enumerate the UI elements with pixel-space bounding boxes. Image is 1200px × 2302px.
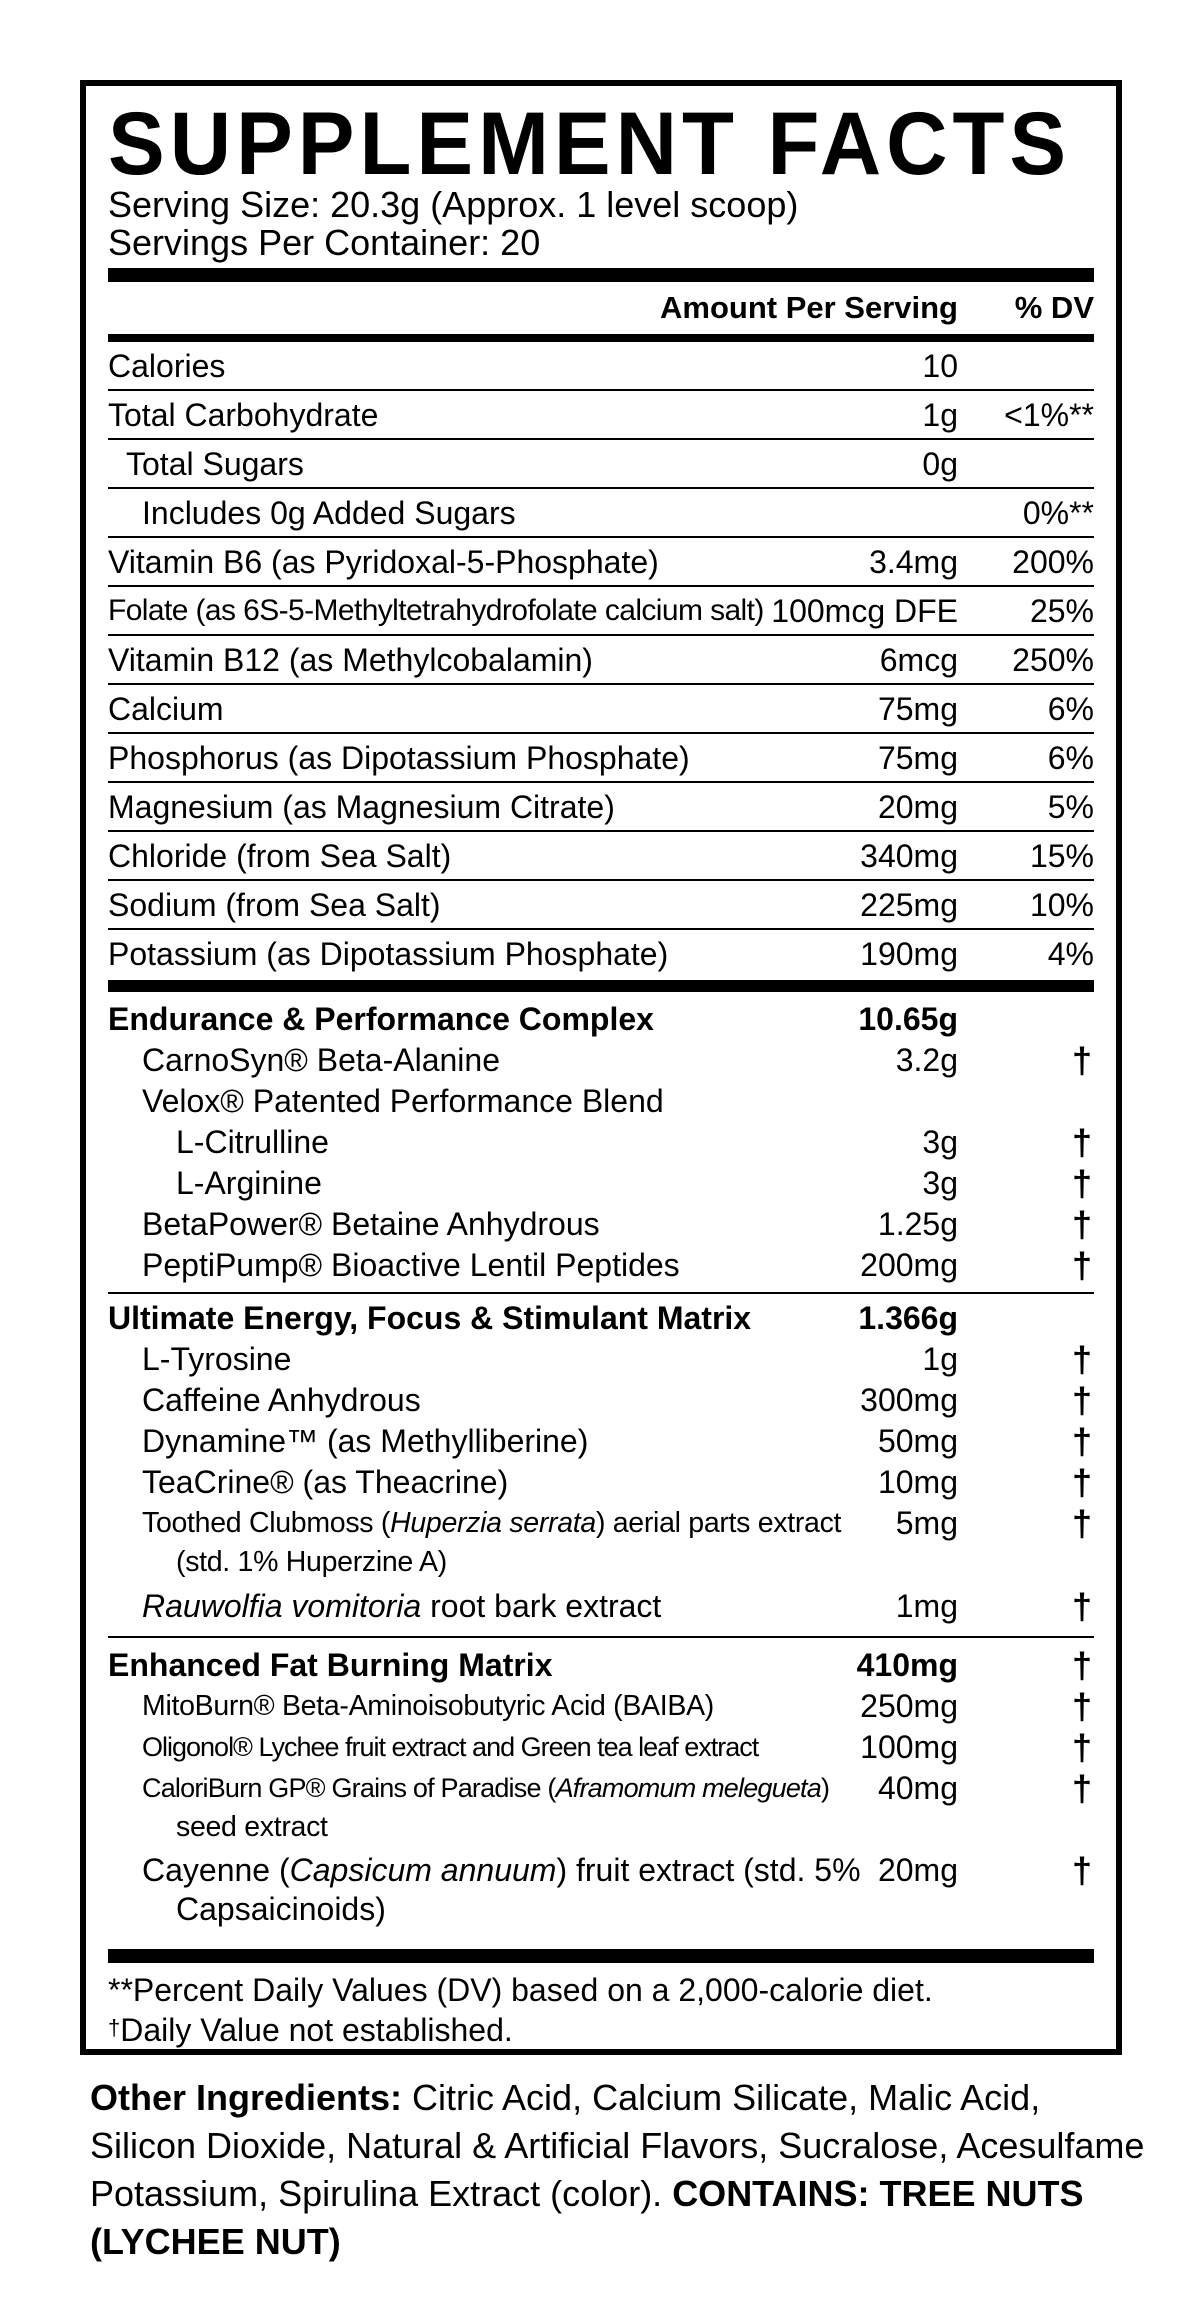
nutrient-row: [108, 685, 1094, 734]
nutrient-name: Includes 0g Added Sugars: [142, 495, 516, 531]
ingredient-amount: 40mg: [877, 1770, 958, 1806]
latin-name: Rauwolfia vomitoria: [142, 1588, 422, 1624]
nutrient-name: Vitamin B6 (as Pyridoxal-5-Phosphate): [108, 544, 659, 580]
nutrient-row: [108, 930, 1094, 979]
ingredient-row: [108, 1339, 1094, 1380]
ingredient-row: [108, 1204, 1094, 1245]
nutrient-name: Calcium: [108, 691, 224, 727]
ingredient-row: [108, 1245, 1094, 1286]
nutrient-name: Total Carbohydrate: [108, 397, 379, 433]
ingredient-name-part: ): [820, 1773, 830, 1803]
ingredient-name-part: ) fruit extract (std. 5%: [556, 1852, 861, 1888]
ingredient-row: [108, 1586, 1094, 1627]
ingredient-name: L-Tyrosine: [142, 1341, 292, 1377]
dagger-mark: †: [1071, 1040, 1092, 1081]
dagger-mark: †: [1071, 1122, 1092, 1163]
thick-divider: [108, 980, 1094, 992]
nutrient-row: [108, 342, 1094, 391]
ingredient-name: L-Arginine: [176, 1165, 322, 1201]
ingredient-amount: 3g: [922, 1124, 958, 1160]
ingredient-row-continued: [108, 1889, 1094, 1930]
nutrient-row: [108, 734, 1094, 783]
ingredient-name: L-Citrulline: [176, 1124, 329, 1160]
ingredient-name: CarnoSyn® Beta-Alanine: [142, 1042, 500, 1078]
blend-name: Ultimate Energy, Focus & Stimulant Matrix: [108, 1300, 752, 1336]
dagger-mark: †: [1071, 1462, 1092, 1503]
nutrient-row: [108, 636, 1094, 685]
ingredient-amount: 50mg: [877, 1423, 958, 1459]
ingredient-row: [108, 1421, 1094, 1462]
ingredient-name-line2: Capsaicinoids): [176, 1891, 386, 1927]
nutrient-name: Total Sugars: [126, 446, 304, 482]
blend-heading-energy: [108, 1298, 1094, 1339]
ingredient-name-part: ) aerial parts extract: [595, 1507, 842, 1539]
ingredient-name-line2: (std. 1% Huperzine A): [176, 1546, 447, 1578]
ingredient-name-part: Toothed Clubmoss (: [142, 1507, 391, 1539]
dagger-mark: †: [1071, 1204, 1092, 1245]
nutrient-amount: 75mg: [877, 691, 958, 727]
ingredient-amount: 1mg: [895, 1588, 958, 1624]
other-ingredients-label: Other Ingredients:: [90, 2077, 403, 2118]
ingredient-row: [108, 1380, 1094, 1421]
ingredient-name: Dynamine™ (as Methylliberine): [142, 1423, 589, 1459]
nutrient-dv: 250%: [1012, 642, 1094, 678]
nutrient-amount: 1g: [922, 397, 958, 433]
ingredient-amount: 100mg: [860, 1729, 958, 1765]
ingredient-name: MitoBurn® Beta-Aminoisobutyric Acid (BAIBA): [142, 1690, 714, 1722]
nutrient-name: Calories: [108, 348, 226, 384]
ingredient-row: [108, 1163, 1094, 1204]
nutrient-dv: 5%: [1047, 789, 1094, 825]
ingredient-name: [108, 1850, 861, 1891]
servings-per-container: Servings Per Container: 20: [108, 222, 541, 263]
amount-per-serving-header: Amount Per Serving: [660, 290, 958, 325]
latin-name: Huperzia serrata: [390, 1507, 596, 1539]
ingredient-row: [108, 1122, 1094, 1163]
nutrient-amount: 75mg: [877, 740, 958, 776]
thick-divider: [108, 1949, 1094, 1963]
nutrient-name: Magnesium (as Magnesium Citrate): [108, 789, 615, 825]
nutrient-row: [108, 783, 1094, 832]
nutrient-name: Chloride (from Sea Salt): [108, 838, 452, 874]
other-ingredients-text: Citric Acid, Calcium Silicate, Malic Acid, Silicon Dioxide, Natural & Artificial Flavors, Sucralose, Acesulfame Potassium, Spirulina Extract (color).: [90, 2077, 1145, 2214]
nutrient-row: [108, 881, 1094, 930]
ingredient-name: TeaCrine® (as Theacrine): [142, 1464, 509, 1500]
ingredient-name-part: root bark extract: [421, 1588, 662, 1624]
nutrient-dv: 0%**: [1022, 495, 1094, 531]
dagger-mark: †: [1071, 1586, 1092, 1627]
dagger-mark: †: [1071, 1421, 1092, 1462]
nutrient-amount: 340mg: [860, 838, 958, 874]
section-divider: [108, 1636, 1094, 1638]
ingredient-row: [108, 1686, 1094, 1727]
nutrient-dv: 10%: [1029, 887, 1094, 923]
nutrient-row: [108, 538, 1094, 587]
blend-name: Enhanced Fat Burning Matrix: [108, 1647, 553, 1683]
blend-amount: 10.65g: [858, 1001, 958, 1037]
ingredient-name: Velox® Patented Performance Blend: [142, 1083, 664, 1119]
nutrient-name: Folate (as 6S-5-Methyltetrahydrofolate calcium salt): [108, 594, 764, 627]
dagger-symbol: †: [108, 2015, 121, 2040]
nutrient-dv: 6%: [1047, 740, 1094, 776]
ingredient-row: [108, 1768, 1094, 1809]
ingredient-row: [108, 1727, 1094, 1768]
nutrient-amount: 6mcg: [879, 642, 958, 678]
dagger-mark: †: [1071, 1686, 1092, 1727]
nutrient-amount: 10: [922, 348, 958, 384]
dagger-mark: †: [1071, 1245, 1092, 1286]
ingredient-amount: 250mg: [860, 1688, 958, 1724]
ingredient-row: [108, 1503, 1094, 1544]
nutrient-row: [108, 832, 1094, 881]
nutrient-amount: 20mg: [877, 789, 958, 825]
nutrient-dv: 6%: [1047, 691, 1094, 727]
dagger-mark: †: [1071, 1339, 1092, 1380]
ingredient-amount: 1g: [922, 1341, 958, 1377]
dagger-mark: †: [1071, 1727, 1092, 1768]
latin-name: Capsicum annuum: [289, 1852, 557, 1888]
dagger-mark: †: [1071, 1768, 1092, 1809]
ingredient-name: Oligonol® Lychee fruit extract and Green tea leaf extract: [142, 1732, 759, 1762]
ingredient-amount: 20mg: [877, 1852, 958, 1888]
nutrient-amount: 3.4mg: [869, 544, 958, 580]
latin-name: Aframomum melegueta: [555, 1773, 821, 1803]
dv-footnote: **Percent Daily Values (DV) based on a 2,000-calorie diet.: [108, 1972, 933, 2008]
dagger-mark: †: [1071, 1503, 1092, 1544]
ingredient-amount: 10mg: [877, 1464, 958, 1500]
allergen-statement: CONTAINS: TREE NUTS (LYCHEE NUT): [90, 2173, 1084, 2262]
nutrient-row: [108, 587, 1094, 636]
blend-amount: 410mg: [856, 1647, 958, 1683]
ingredient-amount: 300mg: [860, 1382, 958, 1418]
nutrient-row: [108, 440, 1094, 489]
blend-name: Endurance & Performance Complex: [108, 1001, 654, 1037]
nutrient-dv: 4%: [1047, 936, 1094, 972]
dagger-footnote: [108, 2010, 513, 2050]
ingredient-name: PeptiPump® Bioactive Lentil Peptides: [142, 1247, 680, 1283]
nutrient-row: [108, 489, 1094, 538]
dagger-mark: †: [1071, 1380, 1092, 1421]
ingredient-name: [108, 1586, 661, 1627]
ingredient-name: BetaPower® Betaine Anhydrous: [142, 1206, 600, 1242]
nutrient-amount: 225mg: [860, 887, 958, 923]
nutrient-name: Vitamin B12 (as Methylcobalamin): [108, 642, 593, 678]
nutrient-dv: 15%: [1029, 838, 1094, 874]
ingredient-name-line2: seed extract: [176, 1811, 328, 1843]
section-divider: [108, 1292, 1094, 1294]
serving-size: Serving Size: 20.3g (Approx. 1 level scoop): [108, 184, 799, 225]
ingredient-row: [108, 1462, 1094, 1503]
nutrient-amount: 100mcg DFE: [771, 593, 958, 629]
ingredient-amount: 1.25g: [877, 1206, 958, 1242]
panel-title: SUPPLEMENT FACTS: [108, 94, 1072, 194]
ingredient-amount: 3.2g: [895, 1042, 958, 1078]
ingredient-row: [108, 1081, 1094, 1122]
other-ingredients: [90, 2074, 1150, 2266]
thick-divider: [108, 268, 1094, 282]
dagger-mark: †: [1071, 1850, 1092, 1891]
ingredient-amount: 5mg: [895, 1505, 958, 1541]
ingredient-name: [108, 1768, 829, 1809]
ingredient-row-continued: [108, 1542, 1094, 1583]
ingredient-name-part: CaloriBurn GP® Grains of Paradise (: [142, 1773, 556, 1803]
ingredient-name-part: Cayenne (: [142, 1852, 290, 1888]
dagger-mark: †: [1071, 1645, 1092, 1686]
dagger-mark: †: [1071, 1163, 1092, 1204]
blend-amount: 1.366g: [858, 1300, 958, 1336]
ingredient-name: Caffeine Anhydrous: [142, 1382, 421, 1418]
ingredient-row: [108, 1850, 1094, 1891]
ingredient-name: [108, 1503, 841, 1544]
nutrient-name: Potassium (as Dipotassium Phosphate): [108, 936, 669, 972]
nutrient-dv: 200%: [1012, 544, 1094, 580]
blend-heading-endurance: [108, 999, 1094, 1040]
column-header-row: [108, 282, 1094, 334]
ingredient-row-continued: [108, 1807, 1094, 1848]
nutrient-dv: <1%**: [1004, 397, 1094, 433]
ingredient-amount: 3g: [922, 1165, 958, 1201]
ingredient-amount: 200mg: [860, 1247, 958, 1283]
nutrient-name: Sodium (from Sea Salt): [108, 887, 441, 923]
nutrient-dv: 25%: [1029, 593, 1094, 629]
supplement-facts-panel: [80, 80, 1122, 2055]
blend-heading-fat-burning: [108, 1645, 1094, 1686]
nutrient-amount: 0g: [922, 446, 958, 482]
nutrient-name: Phosphorus (as Dipotassium Phosphate): [108, 740, 690, 776]
ingredient-row: [108, 1040, 1094, 1081]
nutrient-amount: 190mg: [860, 936, 958, 972]
dv-header: % DV: [1014, 290, 1094, 325]
dagger-footnote-text: Daily Value not established.: [120, 2012, 513, 2048]
nutrient-row: [108, 391, 1094, 440]
medium-divider: [108, 334, 1094, 342]
